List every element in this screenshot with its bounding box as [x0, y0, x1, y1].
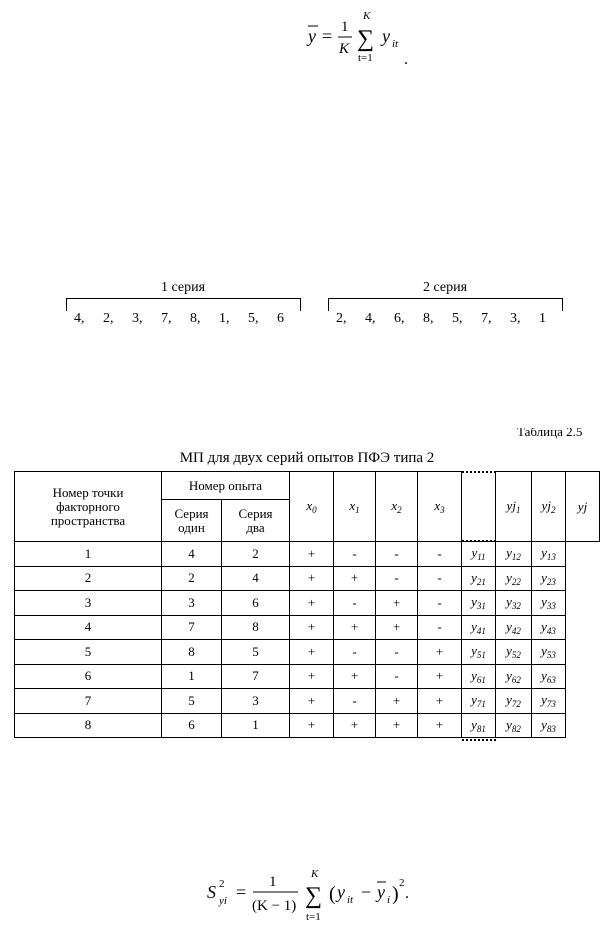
cell-y3 — [532, 640, 566, 665]
table-row — [15, 591, 600, 616]
cell-y1-symbol: y — [471, 716, 477, 732]
cell-x3: + — [418, 664, 462, 689]
cell-n: 8 — [15, 713, 162, 738]
cell-x0: + — [290, 542, 334, 567]
series-2-value: 2, — [336, 311, 347, 326]
cell-y1 — [462, 591, 496, 616]
cell-s1: 5 — [162, 689, 222, 714]
cell-n: 2 — [15, 566, 162, 591]
cell-y1-index: 21 — [476, 576, 486, 587]
formula-variance — [205, 868, 415, 924]
sigma-icon: ∑ — [357, 26, 375, 52]
cell-y2 — [496, 713, 532, 738]
cell-x3: + — [418, 689, 462, 714]
cell-x1: - — [334, 591, 376, 616]
dotted-connector-top — [462, 471, 496, 473]
cell-x1: + — [334, 713, 376, 738]
cell-y2 — [496, 640, 532, 665]
cell-x2: - — [376, 542, 418, 567]
cell-y2 — [496, 689, 532, 714]
cell-y3 — [532, 566, 566, 591]
cell-s2: 6 — [222, 591, 290, 616]
cell-y2-symbol: y — [506, 716, 512, 732]
cell-x0: + — [290, 615, 334, 640]
cell-y2-index: 52 — [511, 650, 521, 661]
cell-x3: + — [418, 640, 462, 665]
cell-x1: + — [334, 615, 376, 640]
series-2-title: 2 серия — [422, 280, 468, 295]
cell-n: 3 — [15, 591, 162, 616]
series-1-bracket — [66, 298, 301, 311]
dotted-connector-bottom — [462, 739, 496, 741]
header-series1: Серия один — [162, 500, 222, 542]
series-2-value: 1 — [539, 311, 546, 326]
dotted-connector-header — [462, 540, 496, 542]
cell-x3: - — [418, 542, 462, 567]
formula-var-minus: − — [361, 882, 372, 902]
cell-y2-index: 62 — [511, 674, 521, 685]
cell-s2: 4 — [222, 566, 290, 591]
header-yj1: $yj_1$ — [496, 472, 532, 542]
table-gap-column — [462, 472, 496, 542]
cell-y3-index: 83 — [546, 723, 556, 734]
cell-y1-symbol: y — [471, 643, 477, 659]
cell-y1-symbol: y — [471, 545, 478, 561]
cell-y1-index: 71 — [476, 699, 486, 710]
cell-y1-symbol: y — [471, 569, 477, 585]
cell-y2-index: 12 — [511, 552, 521, 563]
cell-y2-index: 82 — [511, 723, 521, 734]
cell-y3 — [532, 689, 566, 714]
cell-y1-symbol: y — [471, 667, 477, 683]
table-row — [15, 566, 600, 591]
table-row — [15, 689, 600, 714]
cell-x1: - — [334, 689, 376, 714]
cell-y2 — [496, 591, 532, 616]
cell-x2: + — [376, 591, 418, 616]
series-1-value: 3, — [132, 311, 143, 326]
formula-var-close: ) — [392, 883, 399, 905]
cell-x3: - — [418, 566, 462, 591]
cell-y2-symbol: y — [506, 692, 512, 708]
cell-s2: 3 — [222, 689, 290, 714]
cell-y3-index: 63 — [546, 674, 556, 685]
cell-y3 — [532, 664, 566, 689]
cell-x0: + — [290, 640, 334, 665]
formula-var-lhs: S — [207, 882, 216, 902]
cell-s2: 2 — [222, 542, 290, 567]
cell-x1: + — [334, 664, 376, 689]
cell-x2: + — [376, 615, 418, 640]
cell-x3: - — [418, 591, 462, 616]
header-x3: $x_3$ — [418, 472, 462, 542]
cell-y2-index: 32 — [511, 601, 521, 612]
formula-var-trail: . — [405, 885, 409, 902]
formula-var-t1-sub: it — [347, 894, 354, 906]
cell-x2: + — [376, 713, 418, 738]
cell-y2-symbol: y — [506, 618, 512, 634]
cell-s1: 7 — [162, 615, 222, 640]
cell-y3-symbol: y — [541, 594, 547, 610]
cell-y1-symbol: y — [471, 594, 477, 610]
cell-y3-index: 73 — [546, 699, 556, 710]
series-1-value: 8, — [190, 311, 201, 326]
series-2-value: 4, — [365, 311, 376, 326]
formula-mean-trail: . — [404, 51, 408, 66]
cell-y3 — [532, 591, 566, 616]
cell-y3-symbol: y — [541, 545, 547, 561]
header-x1: $x_1$ — [334, 472, 376, 542]
series-2-value: 5, — [452, 311, 463, 326]
series-1-value: 1, — [219, 311, 230, 326]
sigma-icon: ∑ — [305, 883, 323, 909]
formula-var-num: 1 — [269, 874, 277, 890]
table-row — [15, 615, 600, 640]
cell-x1: - — [334, 542, 376, 567]
cell-x0: + — [290, 713, 334, 738]
formula-mean-den: K — [339, 41, 350, 57]
cell-s2: 7 — [222, 664, 290, 689]
formula-mean-term-sub: it — [392, 38, 399, 50]
cell-y3 — [532, 713, 566, 738]
cell-y3-symbol: y — [541, 667, 547, 683]
formula-var-eq: = — [236, 882, 247, 902]
table-caption: МП для двух серий опытов ПФЭ типа 2 — [179, 450, 435, 466]
series-2-bracket — [328, 298, 563, 311]
cell-y2 — [496, 566, 532, 591]
series-2-value: 3, — [510, 311, 521, 326]
header-experiment-no: Номер опыта — [162, 472, 290, 500]
cell-x1: + — [334, 566, 376, 591]
formula-var-power: 2 — [399, 877, 405, 889]
cell-y2-index: 72 — [511, 699, 521, 710]
formula-mean-lhs: y — [308, 26, 316, 46]
header-x2: $x_2$ — [376, 472, 418, 542]
cell-x0: + — [290, 689, 334, 714]
cell-s2: 5 — [222, 640, 290, 665]
series-2-value: 7, — [481, 311, 492, 326]
cell-s1: 3 — [162, 591, 222, 616]
cell-y3 — [532, 615, 566, 640]
cell-y2 — [496, 542, 532, 567]
cell-y3-symbol: y — [541, 618, 547, 634]
header-yj2: $yj_2$ — [532, 472, 566, 542]
cell-x0: + — [290, 591, 334, 616]
cell-y2-symbol: y — [506, 569, 512, 585]
cell-n: 4 — [15, 615, 162, 640]
cell-y3-symbol: y — [541, 692, 547, 708]
cell-y1-symbol: y — [471, 618, 477, 634]
cell-y3-symbol: y — [541, 569, 547, 585]
series-2-value: 8, — [423, 311, 434, 326]
series-2-value: 6, — [394, 311, 405, 326]
cell-x2: - — [376, 664, 418, 689]
table-number-label — [505, 428, 605, 440]
series-1-value: 2, — [103, 311, 114, 326]
cell-y2 — [496, 615, 532, 640]
header-yj: yj — [566, 472, 600, 542]
formula-mean — [300, 6, 430, 66]
cell-y3 — [532, 542, 566, 567]
formula-mean-term: y — [382, 26, 390, 46]
cell-y2-index: 22 — [511, 576, 521, 587]
header-x0: $x_0$ — [290, 472, 334, 542]
cell-y2-symbol: y — [506, 545, 512, 561]
cell-s1: 6 — [162, 713, 222, 738]
cell-s2: 8 — [222, 615, 290, 640]
cell-n: 7 — [15, 689, 162, 714]
cell-y1 — [462, 689, 496, 714]
cell-y2 — [496, 664, 532, 689]
cell-n: 6 — [15, 664, 162, 689]
formula-mean-num: 1 — [341, 19, 349, 35]
table-row — [15, 713, 600, 738]
cell-s1: 4 — [162, 542, 222, 567]
cell-x0: + — [290, 664, 334, 689]
cell-s1: 2 — [162, 566, 222, 591]
cell-x3: - — [418, 615, 462, 640]
formula-mean-sum-bottom: t=1 — [358, 52, 373, 64]
formula-var-lhs-sub: yi — [219, 895, 227, 907]
header-point: Номер точки факторного пространства — [15, 472, 162, 542]
table-header-row — [15, 472, 600, 500]
cell-y1 — [462, 664, 496, 689]
cell-y1 — [462, 566, 496, 591]
cell-s2: 1 — [222, 713, 290, 738]
cell-x2: - — [376, 640, 418, 665]
cell-y2-symbol: y — [506, 643, 512, 659]
cell-y1-symbol: y — [471, 692, 477, 708]
formula-var-t2: y — [377, 882, 385, 902]
cell-y1 — [462, 542, 496, 567]
cell-s1: 8 — [162, 640, 222, 665]
cell-y2-index: 42 — [511, 625, 521, 636]
formula-mean-sum-top: K — [363, 10, 371, 22]
table-row — [15, 664, 600, 689]
cell-x2: - — [376, 566, 418, 591]
cell-y3-index: 43 — [546, 625, 556, 636]
cell-y1-index: 51 — [476, 650, 486, 661]
series-1-value: 5, — [248, 311, 259, 326]
cell-y3-index: 23 — [546, 576, 556, 587]
series-1-values — [74, 311, 297, 327]
cell-y1-index: 61 — [476, 674, 486, 685]
formula-var-open: ( — [329, 883, 336, 905]
cell-x0: + — [290, 566, 334, 591]
cell-y3-symbol: y — [541, 643, 547, 659]
cell-y3-symbol: y — [541, 716, 547, 732]
cell-y1-index: 41 — [476, 625, 486, 636]
series-1-title: 1 серия — [160, 280, 206, 295]
cell-n: 5 — [15, 640, 162, 665]
header-series2: Серия два — [222, 500, 290, 542]
series-1-value: 6 — [277, 311, 284, 326]
series-2-values — [336, 311, 559, 327]
cell-x3: + — [418, 713, 462, 738]
cell-y1 — [462, 640, 496, 665]
series-1-value: 7, — [161, 311, 172, 326]
table-row — [15, 640, 600, 665]
cell-x1: - — [334, 640, 376, 665]
cell-y2-symbol: y — [506, 594, 512, 610]
cell-y3-index: 33 — [546, 601, 556, 612]
cell-y1 — [462, 713, 496, 738]
cell-y1 — [462, 615, 496, 640]
formula-mean-eq: = — [322, 26, 333, 46]
formula-var-sum-bottom: t=1 — [306, 911, 321, 923]
cell-y1-index: 81 — [476, 723, 486, 734]
formula-var-lhs-sup: 2 — [219, 878, 225, 890]
cell-s1: 1 — [162, 664, 222, 689]
cell-x2: + — [376, 689, 418, 714]
table-row — [15, 542, 600, 567]
plan-matrix-table — [14, 471, 600, 738]
formula-var-den: (K − 1) — [252, 898, 297, 914]
formula-var-t1: y — [337, 882, 345, 902]
cell-y3-index: 13 — [546, 552, 556, 563]
cell-n: 1 — [15, 542, 162, 567]
cell-y3-index: 53 — [546, 650, 556, 661]
cell-y2-symbol: y — [506, 667, 512, 683]
cell-y1-index: 31 — [476, 601, 486, 612]
formula-var-t2-sub: i — [387, 894, 391, 906]
formula-var-sum-top: K — [311, 868, 319, 880]
table-number-text: Таблица 2.5 — [517, 428, 583, 439]
series-1-value: 4, — [74, 311, 85, 326]
cell-y1-index: 11 — [477, 552, 486, 563]
